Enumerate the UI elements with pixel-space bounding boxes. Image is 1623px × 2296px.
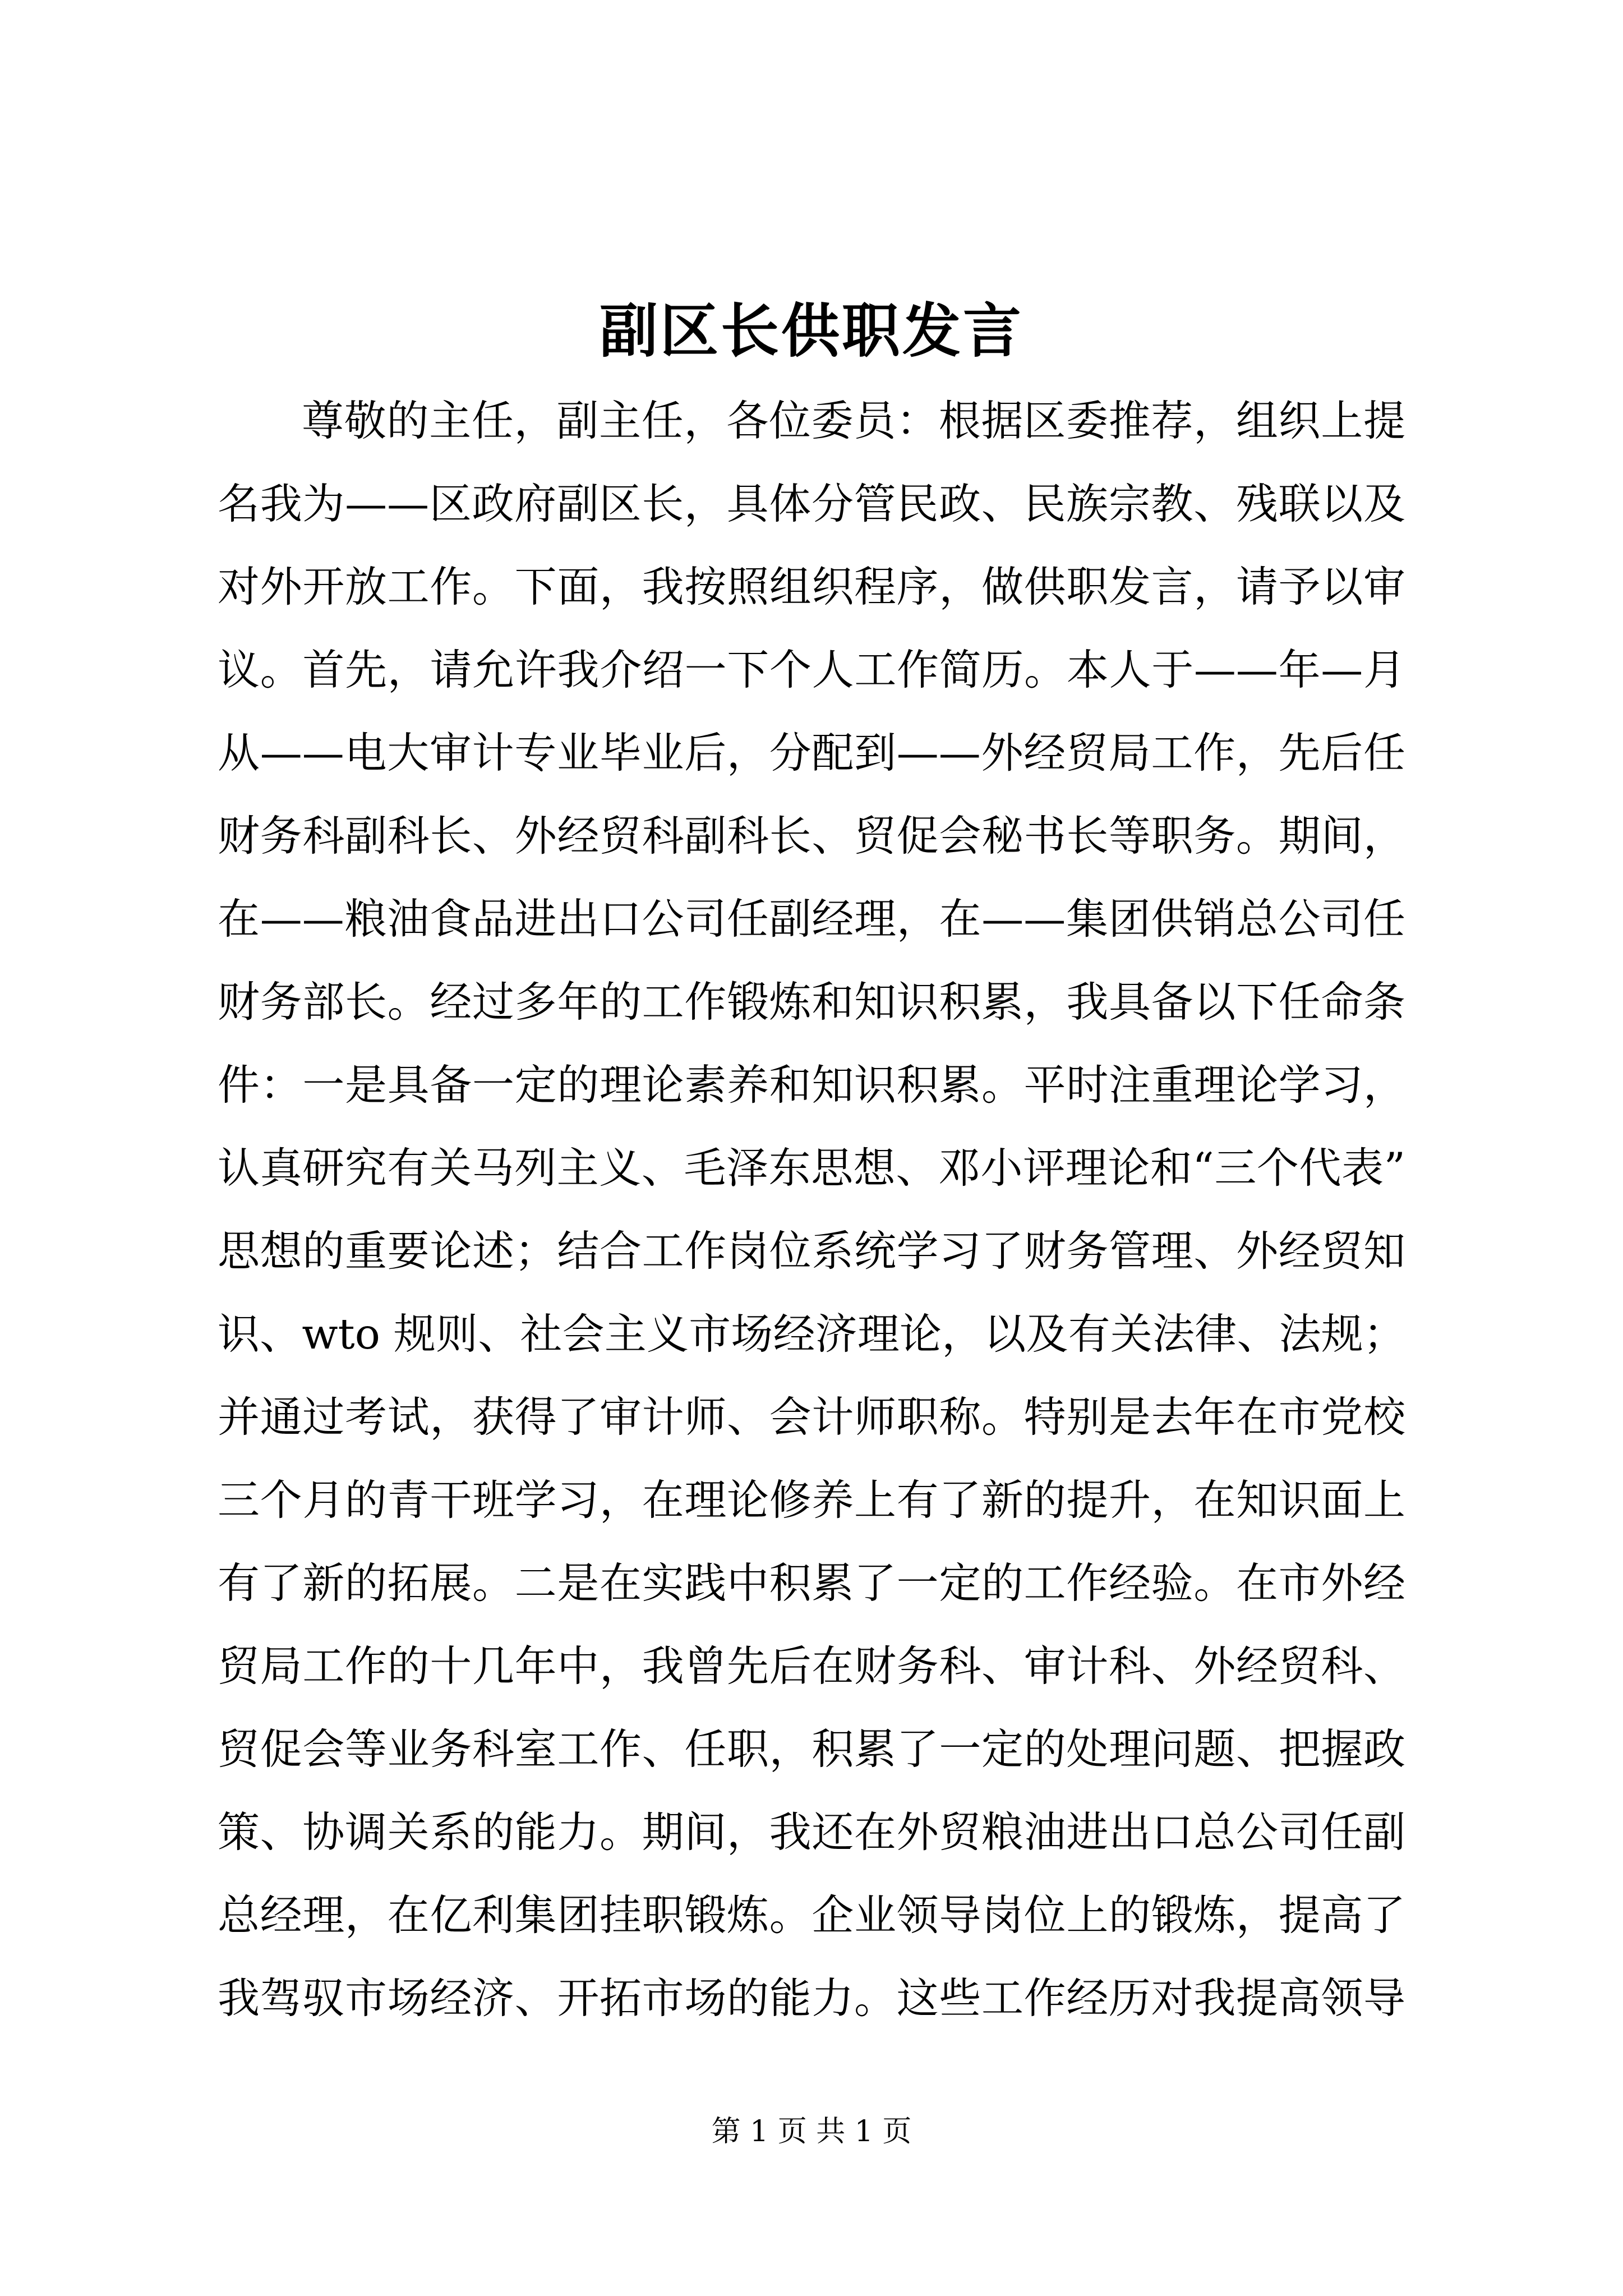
- body-line: 在——粮油食品进出口公司任副经理，在——集团供销总公司任: [218, 894, 1405, 944]
- body-line: 有了新的拓展。二是在实践中积累了一定的工作经验。在市外经: [218, 1558, 1405, 1608]
- body-line: 我驾驭市场经济、开拓市场的能力。这些工作经历对我提高领导: [218, 1973, 1405, 2023]
- body-line: 议。首先，请允许我介绍一下个人工作简历。本人于——年—月: [218, 645, 1405, 694]
- body-line: 三个月的青干班学习，在理论修养上有了新的提升，在知识面上: [218, 1475, 1405, 1525]
- body-line: 识、wto 规则、社会主义市场经济理论，以及有关法律、法规；: [218, 1309, 1405, 1359]
- body-line: 财务科副科长、外经贸科副科长、贸促会秘书长等职务。期间，: [218, 811, 1405, 861]
- body-line: 总经理，在亿利集团挂职锻炼。企业领导岗位上的锻炼，提高了: [218, 1890, 1405, 1940]
- document-title: 副区长供职发言: [599, 296, 1023, 365]
- body-line: 贸促会等业务科室工作、任职，积累了一定的处理问题、把握政: [218, 1724, 1405, 1774]
- body-line: 贸局工作的十几年中，我曾先后在财务科、审计科、外经贸科、: [218, 1641, 1405, 1691]
- body-line: 并通过考试，获得了审计师、会计师职称。特别是去年在市党校: [218, 1392, 1405, 1442]
- body-line: 名我为——区政府副区长，具体分管民政、民族宗教、残联以及: [218, 479, 1405, 528]
- body-line: 件：一是具备一定的理论素养和知识积累。平时注重理论学习，: [218, 1060, 1405, 1110]
- body-line: 认真研究有关马列主义、毛泽东思想、邓小评理论和“三个代表”: [218, 1143, 1405, 1193]
- body-line: 财务部长。经过多年的工作锻炼和知识积累，我具备以下任命条: [218, 977, 1405, 1027]
- body-line: 策、协调关系的能力。期间，我还在外贸粮油进出口总公司任副: [218, 1807, 1405, 1857]
- document-body: [218, 379, 1405, 2040]
- body-line: 对外开放工作。下面，我按照组织程序，做供职发言，请予以审: [218, 562, 1405, 611]
- body-line: 思想的重要论述；结合工作岗位系统学习了财务管理、外经贸知: [218, 1226, 1405, 1276]
- body-line: 从——电大审计专业毕业后，分配到——外经贸局工作，先后任: [218, 728, 1405, 777]
- page-footer: 第 1 页 共 1 页: [711, 2115, 912, 2148]
- body-line: 尊敬的主任，副主任，各位委员：根据区委推荐，组织上提: [302, 396, 1405, 445]
